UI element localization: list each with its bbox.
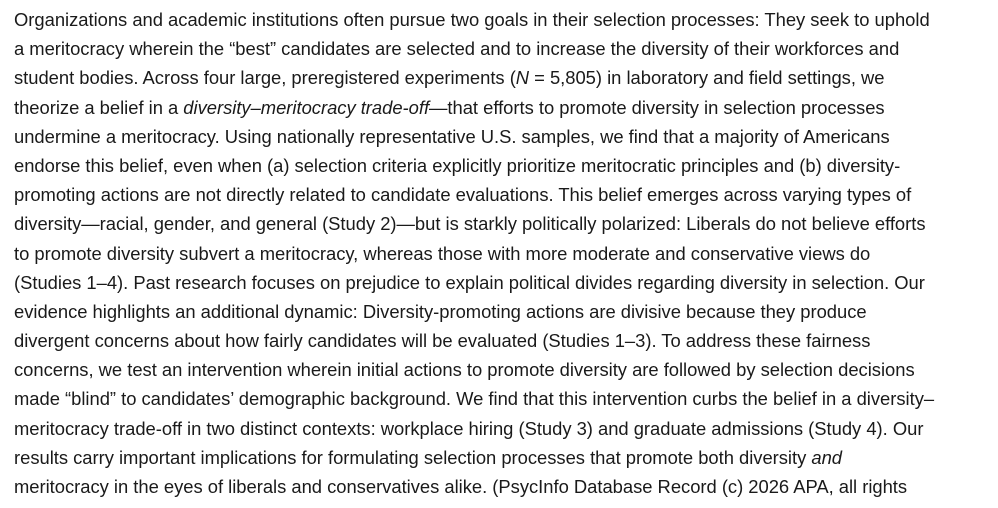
text-segment: promoting actions are not directly related to candidate evaluations. This belief emerges across varying types of <box>14 184 912 206</box>
italic-text: and <box>811 446 843 468</box>
text-segment: —that efforts to promote diversity in selection processes <box>429 96 885 118</box>
abstract-line <box>14 151 998 180</box>
abstract-line <box>14 326 998 355</box>
abstract-line <box>14 239 998 268</box>
abstract-line <box>14 34 998 63</box>
text-segment: a meritocracy wherein the “best” candidates are selected and to increase the diversity of their workforces and <box>14 38 900 60</box>
abstract-line <box>14 414 998 443</box>
abstract-line <box>14 384 998 413</box>
abstract-line <box>14 209 998 238</box>
text-segment: to promote diversity subvert a meritocracy, whereas those with more moderate and conservative views do <box>14 242 871 264</box>
text-segment: student bodies. Across four large, preregistered experiments ( <box>14 67 516 89</box>
text-segment: meritocracy in the eyes of liberals and conservatives alike. (PsycInfo Database Record (c) 2026 APA, all rights <box>14 476 908 497</box>
text-segment: = 5,805) in laboratory and field settings, we <box>529 67 885 89</box>
text-segment: divergent concerns about how fairly candidates will be evaluated (Studies 1–3). To address these fairness <box>14 330 871 352</box>
abstract-line <box>14 472 998 501</box>
abstract-line <box>14 5 998 34</box>
text-segment: theorize a belief in a <box>14 96 184 118</box>
italic-text: N <box>515 67 530 89</box>
abstract-line <box>14 63 998 92</box>
text-segment: made “blind” to candidates’ demographic background. We find that this intervention curbs the belief in a diversity– <box>14 388 935 410</box>
abstract-text <box>14 5 998 501</box>
abstract-line <box>14 268 998 297</box>
abstract-line <box>14 355 998 384</box>
text-segment: undermine a meritocracy. Using nationally representative U.S. samples, we find that a majority of Americans <box>14 125 890 147</box>
text-segment: (Studies 1–4). Past research focuses on prejudice to explain political divides regarding diversity in selection. Our <box>14 271 925 293</box>
abstract-line <box>14 93 998 122</box>
text-segment: evidence highlights an additional dynamic: Diversity-promoting actions are divisive because they produce <box>14 300 867 322</box>
text-segment: endorse this belief, even when (a) selection criteria explicitly prioritize meritocratic principles and (b) diversity- <box>14 154 901 176</box>
text-segment: concerns, we test an intervention wherein initial actions to promote diversity are followed by selection decisions <box>14 359 915 381</box>
abstract-line <box>14 122 998 151</box>
text-segment: diversity—racial, gender, and general (Study 2)—but is starkly politically polarized: Liberals do not believe efforts <box>14 213 926 235</box>
text-segment: meritocracy trade-off in two distinct contexts: workplace hiring (Study 3) and graduate admissions (Study 4). Our <box>14 417 924 439</box>
text-segment: results carry important implications for formulating selection processes that promote both diversity <box>14 446 812 468</box>
abstract-line <box>14 443 998 472</box>
abstract-line <box>14 297 998 326</box>
text-segment: Organizations and academic institutions often pursue two goals in their selection processes: They seek to uphold <box>14 9 930 30</box>
abstract-line <box>14 180 998 209</box>
italic-text: diversity–meritocracy trade-off <box>183 96 430 118</box>
